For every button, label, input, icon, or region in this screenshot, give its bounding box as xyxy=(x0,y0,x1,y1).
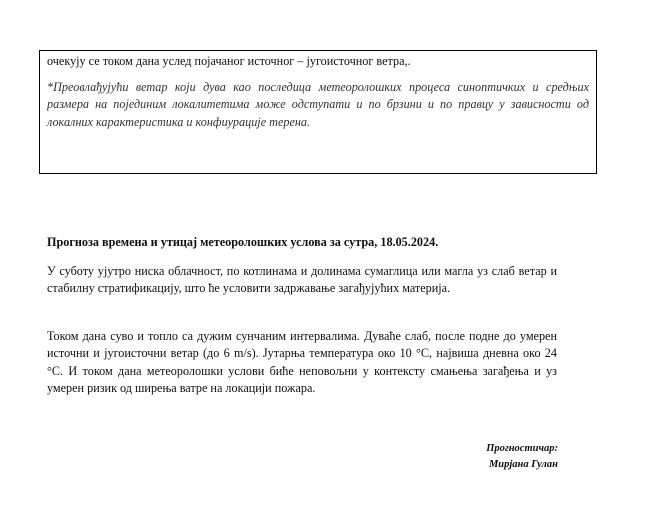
signature-role: Прогностичар: xyxy=(486,443,558,454)
signature-name: Мирјана Гулан xyxy=(488,459,558,470)
info-box xyxy=(39,50,597,174)
wind-note: *Преовлађујући ветар који дува као последица метеоролошких процеса синоптичких и средњих размера на појединим локалитетима може одступати и по брзини и по правцу у зависности од локалних карактеристика и конфиурације терена. xyxy=(47,79,589,129)
forecast-paragraph-morning: У суботу ујутро ниска облачност, по котлинама и долинама сумаглица или магла уз слаб ветар и стабилну стратификацију, што ће условити задржавање загађујућих материја. xyxy=(47,264,557,296)
forecast-title: Прогноза времена и утицај метеоролошких услова за сутра, 18.05.2024. xyxy=(47,235,439,249)
signature-block xyxy=(486,441,558,473)
continuation-text: очекују се током дана услед појачаног источног – југоисточног ветра,. xyxy=(47,54,411,68)
forecast-paragraph-day: Током дана суво и топло са дужим сунчаним интервалима. Дуваће слаб, после подне до умерен источни и југоисточни ветар (до 6 m/s). Јутарња температура око 10 °C, највиша дневна око 24 °C. И током дана метеоролошки услови биће неповољни у контексту смањења загађења и уз умерен ризик од ширења ватре на локацији пожара. xyxy=(47,329,557,396)
